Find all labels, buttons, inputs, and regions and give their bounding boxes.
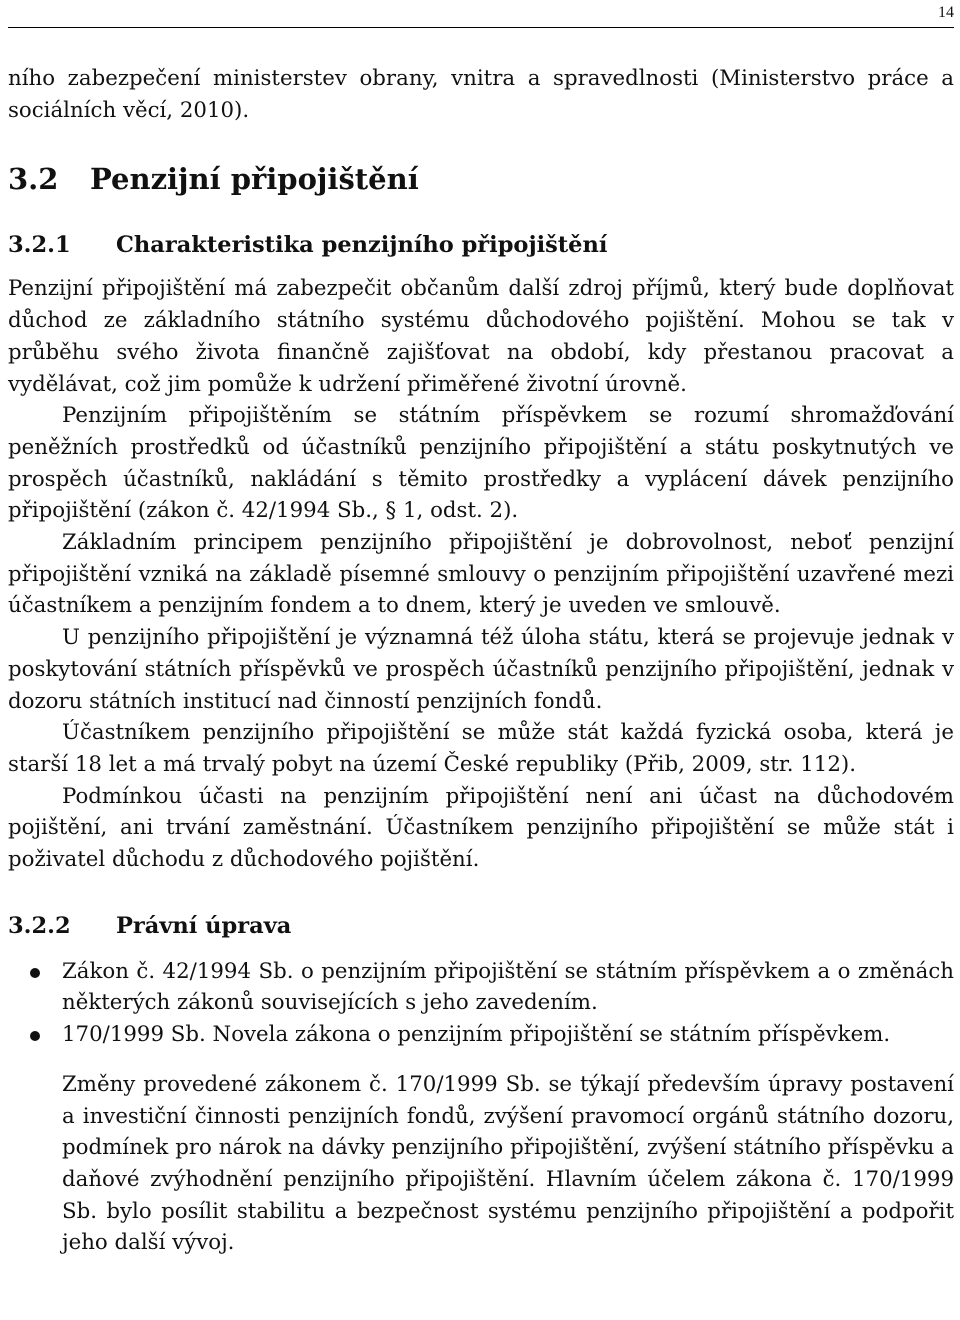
subsection-1-title: Charakteristika penzijního připojištění (116, 232, 608, 259)
paragraph-3: Základním principem penzijního připojištění je dobrovolnost, neboť penzijní připojištění vzniká na základě písemné smlouvy o penzijním připojištění uzavřené mezi účastníkem a penzijním fondem a to dnem, který je uveden ve smlouvě. (8, 530, 954, 619)
list-item-text: 170/1999 Sb. Novela zákona o penzijním připojištění se státním příspěvkem. (62, 1022, 891, 1048)
list-item (8, 1019, 954, 1051)
intro-paragraph: ního zabezpečení ministerstev obrany, vnitra a spravedlnosti (Ministerstvo práce a sociálních věcí, 2010). (8, 66, 954, 123)
section-number: 3.2 (8, 162, 59, 197)
section-heading (8, 159, 954, 199)
paragraph-2: Penzijním připojištěním se státním příspěvkem se rozumí shromažďování peněžních prostředků od účastníků penzijního připojištění a státu poskytnutých ve prospěch účastníků, nakládání s těmito prostředky a vyplácení dávek penzijního připojištění (zákon č. 42/1994 Sb., § 1, odst. 2). (8, 403, 954, 524)
bullet-icon (30, 1031, 40, 1041)
subsection-1-number: 3.2.1 (8, 232, 71, 259)
paragraph-5: Účastníkem penzijního připojištění se může stát každá fyzická osoba, která je starší 18 let a má trvalý pobyt na území České republiky (Přib, 2009, str. 112). (8, 720, 954, 777)
paragraph-6: Podmínkou účasti na penzijním připojištění není ani účast na důchodovém pojištění, ani trvání zaměstnání. Účastníkem penzijního připojištění se může stát i poživatel důchodu z důchodového pojištění. (8, 783, 954, 873)
subsection-2-title: Právní úprava (116, 912, 292, 939)
section-title: Penzijní připojištění (90, 162, 419, 197)
page-number: 14 (938, 4, 954, 21)
subsection-2-number: 3.2.2 (8, 912, 71, 939)
list-item (8, 956, 954, 1019)
law-list (8, 956, 954, 1051)
paragraph-4: U penzijního připojištění je významná též úloha státu, která se projevuje jednak v poskytování státních příspěvků ve prospěch účastníků penzijního připojištění, jednak v dozoru státních institucí nad činností penzijních fondů. (8, 625, 954, 714)
subsection-2-heading (8, 910, 954, 942)
bullet-icon (30, 968, 40, 978)
subsection-1-heading (8, 229, 954, 261)
header-rule (8, 27, 954, 28)
list-item-text: Zákon č. 42/1994 Sb. o penzijním připojištění se státním příspěvkem a o změnách některých zákonů souvisejících s jeho zavedením. (62, 958, 954, 1016)
amendment-note: Změny provedené zákonem č. 170/1999 Sb. se týkají především úpravy postavení a investiční činnosti penzijních fondů, zvýšení pravomocí orgánů státního dozoru, podmínek pro nárok na dávky penzijního připojištění, zvýšení státního příspěvku a daňové zvýhodnění penzijního připojištění. Hlavním účelem zákona č. 170/1999 Sb. bylo posílit stabilitu a bezpečnost systému penzijního připojištění a podpořit jeho další vývoj. (62, 1071, 954, 1256)
paragraph-1: Penzijní připojištění má zabezpečit občanům další zdroj příjmů, který bude doplňovat důchod ze základního státního systému důchodového pojištění. Mohou se tak v průběhu svého života finančně zajišťovat na období, kdy přestanou pracovat a vydělávat, což jim pomůže k udržení přiměřené životní úrovně. (8, 276, 954, 397)
document-body (8, 63, 954, 1259)
